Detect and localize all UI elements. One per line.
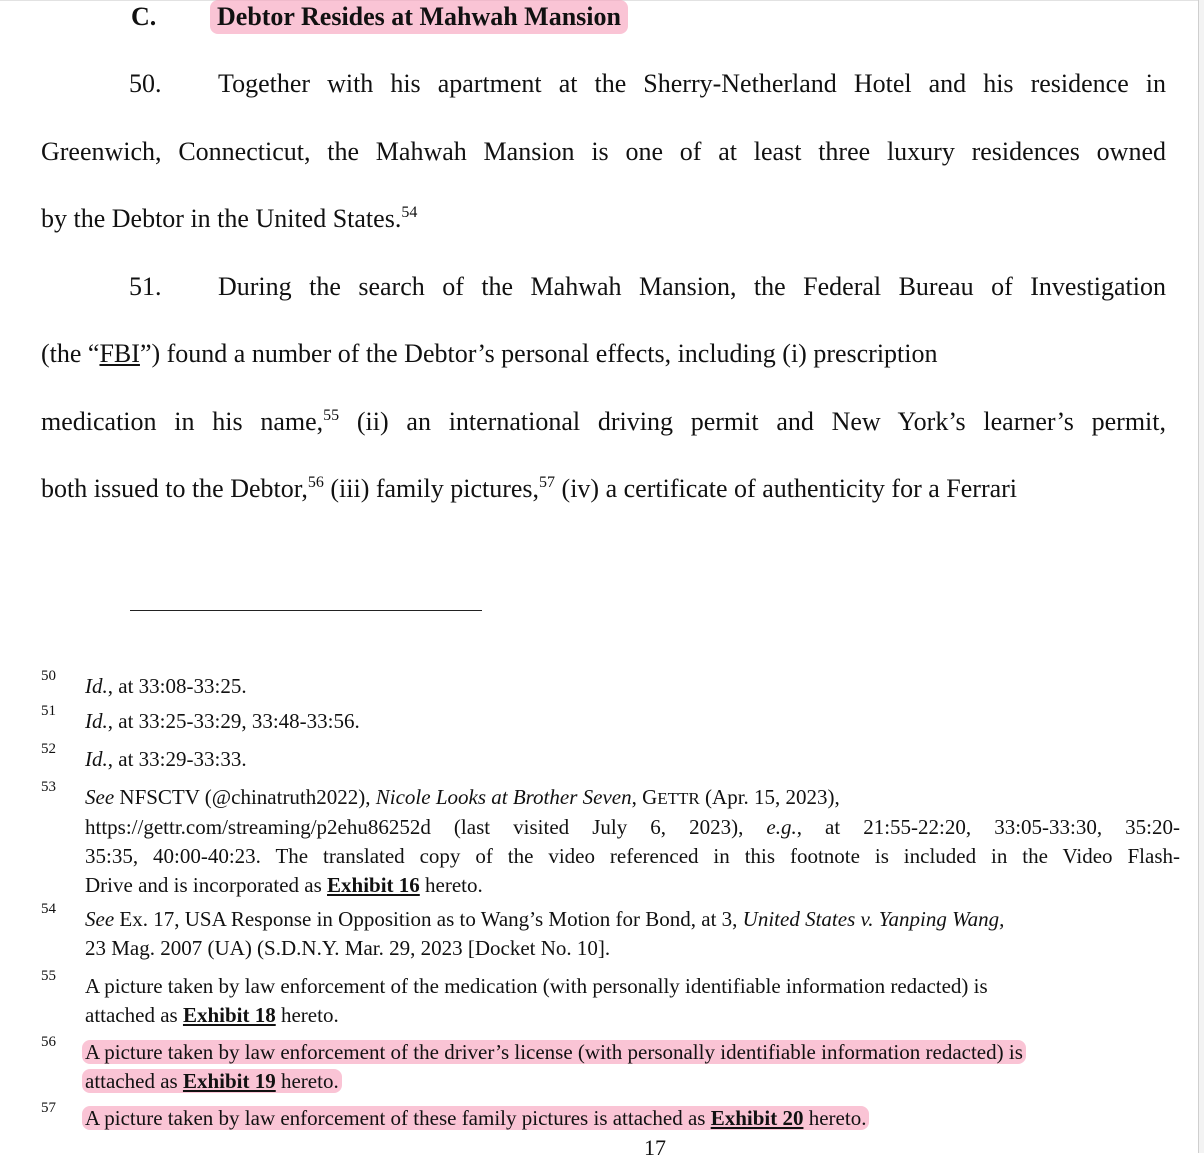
footnote-number: 55: [41, 968, 56, 984]
para-50-line-2: Greenwich, Connecticut, the Mahwah Mansion is one of at least three luxury residences owned: [41, 137, 1166, 166]
footnote-number: 54: [41, 901, 56, 917]
page-number: 17: [644, 1135, 666, 1160]
para-51-line-3: medication in his name,$^{55}$ (ii) an international driving permit and New York’s learner’s permit,: [41, 407, 1166, 436]
footnote-ref-54[interactable]: 54: [401, 204, 418, 221]
para-50-number: 50.: [129, 69, 162, 98]
exhibit-18-link[interactable]: Exhibit 18: [182, 1003, 276, 1027]
para-50-line-3: by the Debtor in the United States.$^{54}$: [41, 204, 418, 233]
section-letter: C.: [131, 2, 157, 31]
footnote-number: 52: [41, 741, 56, 757]
document-page: C. Debtor Resides at Mahwah Mansion 50. Together with his apartment at the Sherry-Netherland Hotel and his residence in Greenwich, Connecticut, the Mahwah Mansion is one of at least three luxury residences owned by the Debtor in the United States.$^{54}$ 51. During the search of the Mahwah Mansion, the Federal Bureau of Investigation (the “FBI”) found a number of the Debtor’s personal effects, including (i) prescription medication in his name,$^{55}$ (ii) an international driving permit and New York’s learner’s permit, both issued to the Debtor,$^{56}$ (iii) family pictures,$^{57}$ (iv) a certificate of authenticity for a Ferrari 50 Id., at 33:08-33:25. 51 Id., at 33:25-33:29, 33:48-33:56. 52 Id., at 33:29-33:33. 53 See NFSCTV (@chinatruth2022), Nicole Looks at Brother Seven, GETTR (Apr. 15, 2023), https://gettr.com/streaming/p2ehu86252d (last visited July 6, 2023), e.g., at 21:55-22:20, 33:05-33:30, 35:20- 35:35, 40:00-40:23. The translated copy of the video referenced in this footnote is included in the Video Flash- Drive and is incorporated as Exhibit 16 hereto. 54 See Ex. 17, USA Response in Opposition as to Wang’s Motion for Bond, at 3, United States v. Yanping Wang, 23 Mag. 2007 (UA) (S.D.N.Y. Mar. 29, 2023 [Docket No. 10]. 55 A picture taken by law enforcement of the medication (with personally identifiable information redacted) is attached as Exhibit 18 hereto. 56 A picture taken by law enforcement of the driver’s license (with personally identifiable information redacted) is attached as Exhibit 19 hereto. 57 A picture taken by law enforcement of these family pictures is attached as Exhibit 20 hereto. 17: [0, 0, 1204, 1153]
para-51-line-2: (the “FBI”) found a number of the Debtor’s personal effects, including (i) prescription: [41, 339, 938, 368]
highlight: A picture taken by law enforcement of these family pictures is attached as Exhibit 20 hereto.: [82, 1106, 869, 1130]
footnote-number: 57: [41, 1100, 56, 1116]
para-51-line-4: both issued to the Debtor,$^{56}$ (iii) family pictures,$^{57}$ (iv) a certificate of authenticity for a Ferrari: [41, 474, 1018, 503]
footnote-ref-56[interactable]: 56: [307, 474, 324, 491]
section-title-highlighted: Debtor Resides at Mahwah Mansion: [210, 0, 628, 34]
footnote-separator: [130, 610, 482, 611]
para-51-number: 51.: [129, 272, 162, 301]
para-51-line-1: 51. During the search of the Mahwah Mansion, the Federal Bureau of Investigation: [41, 271, 1166, 303]
highlight: attached as Exhibit 19 hereto.: [82, 1069, 342, 1093]
footnote-ref-55[interactable]: 55: [323, 407, 340, 424]
fbi-defined-term: FBI: [99, 339, 140, 368]
para-50-line-1: 50. Together with his apartment at the Sherry-Netherland Hotel and his residence in: [41, 68, 1166, 100]
footnote-number: 51: [41, 703, 56, 719]
right-scroll-edge: [1198, 0, 1204, 1153]
exhibit-20-link[interactable]: Exhibit 20: [710, 1106, 804, 1130]
section-heading: [0, 0, 900, 34]
footnote-number: 50: [41, 668, 56, 684]
gettr-url[interactable]: https://gettr.com/streaming/p2ehu86252d (last visited July 6, 2023),: [85, 815, 767, 839]
footnote-number: 53: [41, 779, 56, 795]
exhibit-19-link[interactable]: Exhibit 19: [182, 1069, 276, 1093]
footnote-number: 56: [41, 1034, 56, 1050]
exhibit-16-link[interactable]: Exhibit 16: [327, 873, 420, 897]
highlight: A picture taken by law enforcement of the driver’s license (with personally identifiable information redacted) is: [82, 1040, 1026, 1064]
footnote-ref-57[interactable]: 57: [539, 474, 556, 491]
